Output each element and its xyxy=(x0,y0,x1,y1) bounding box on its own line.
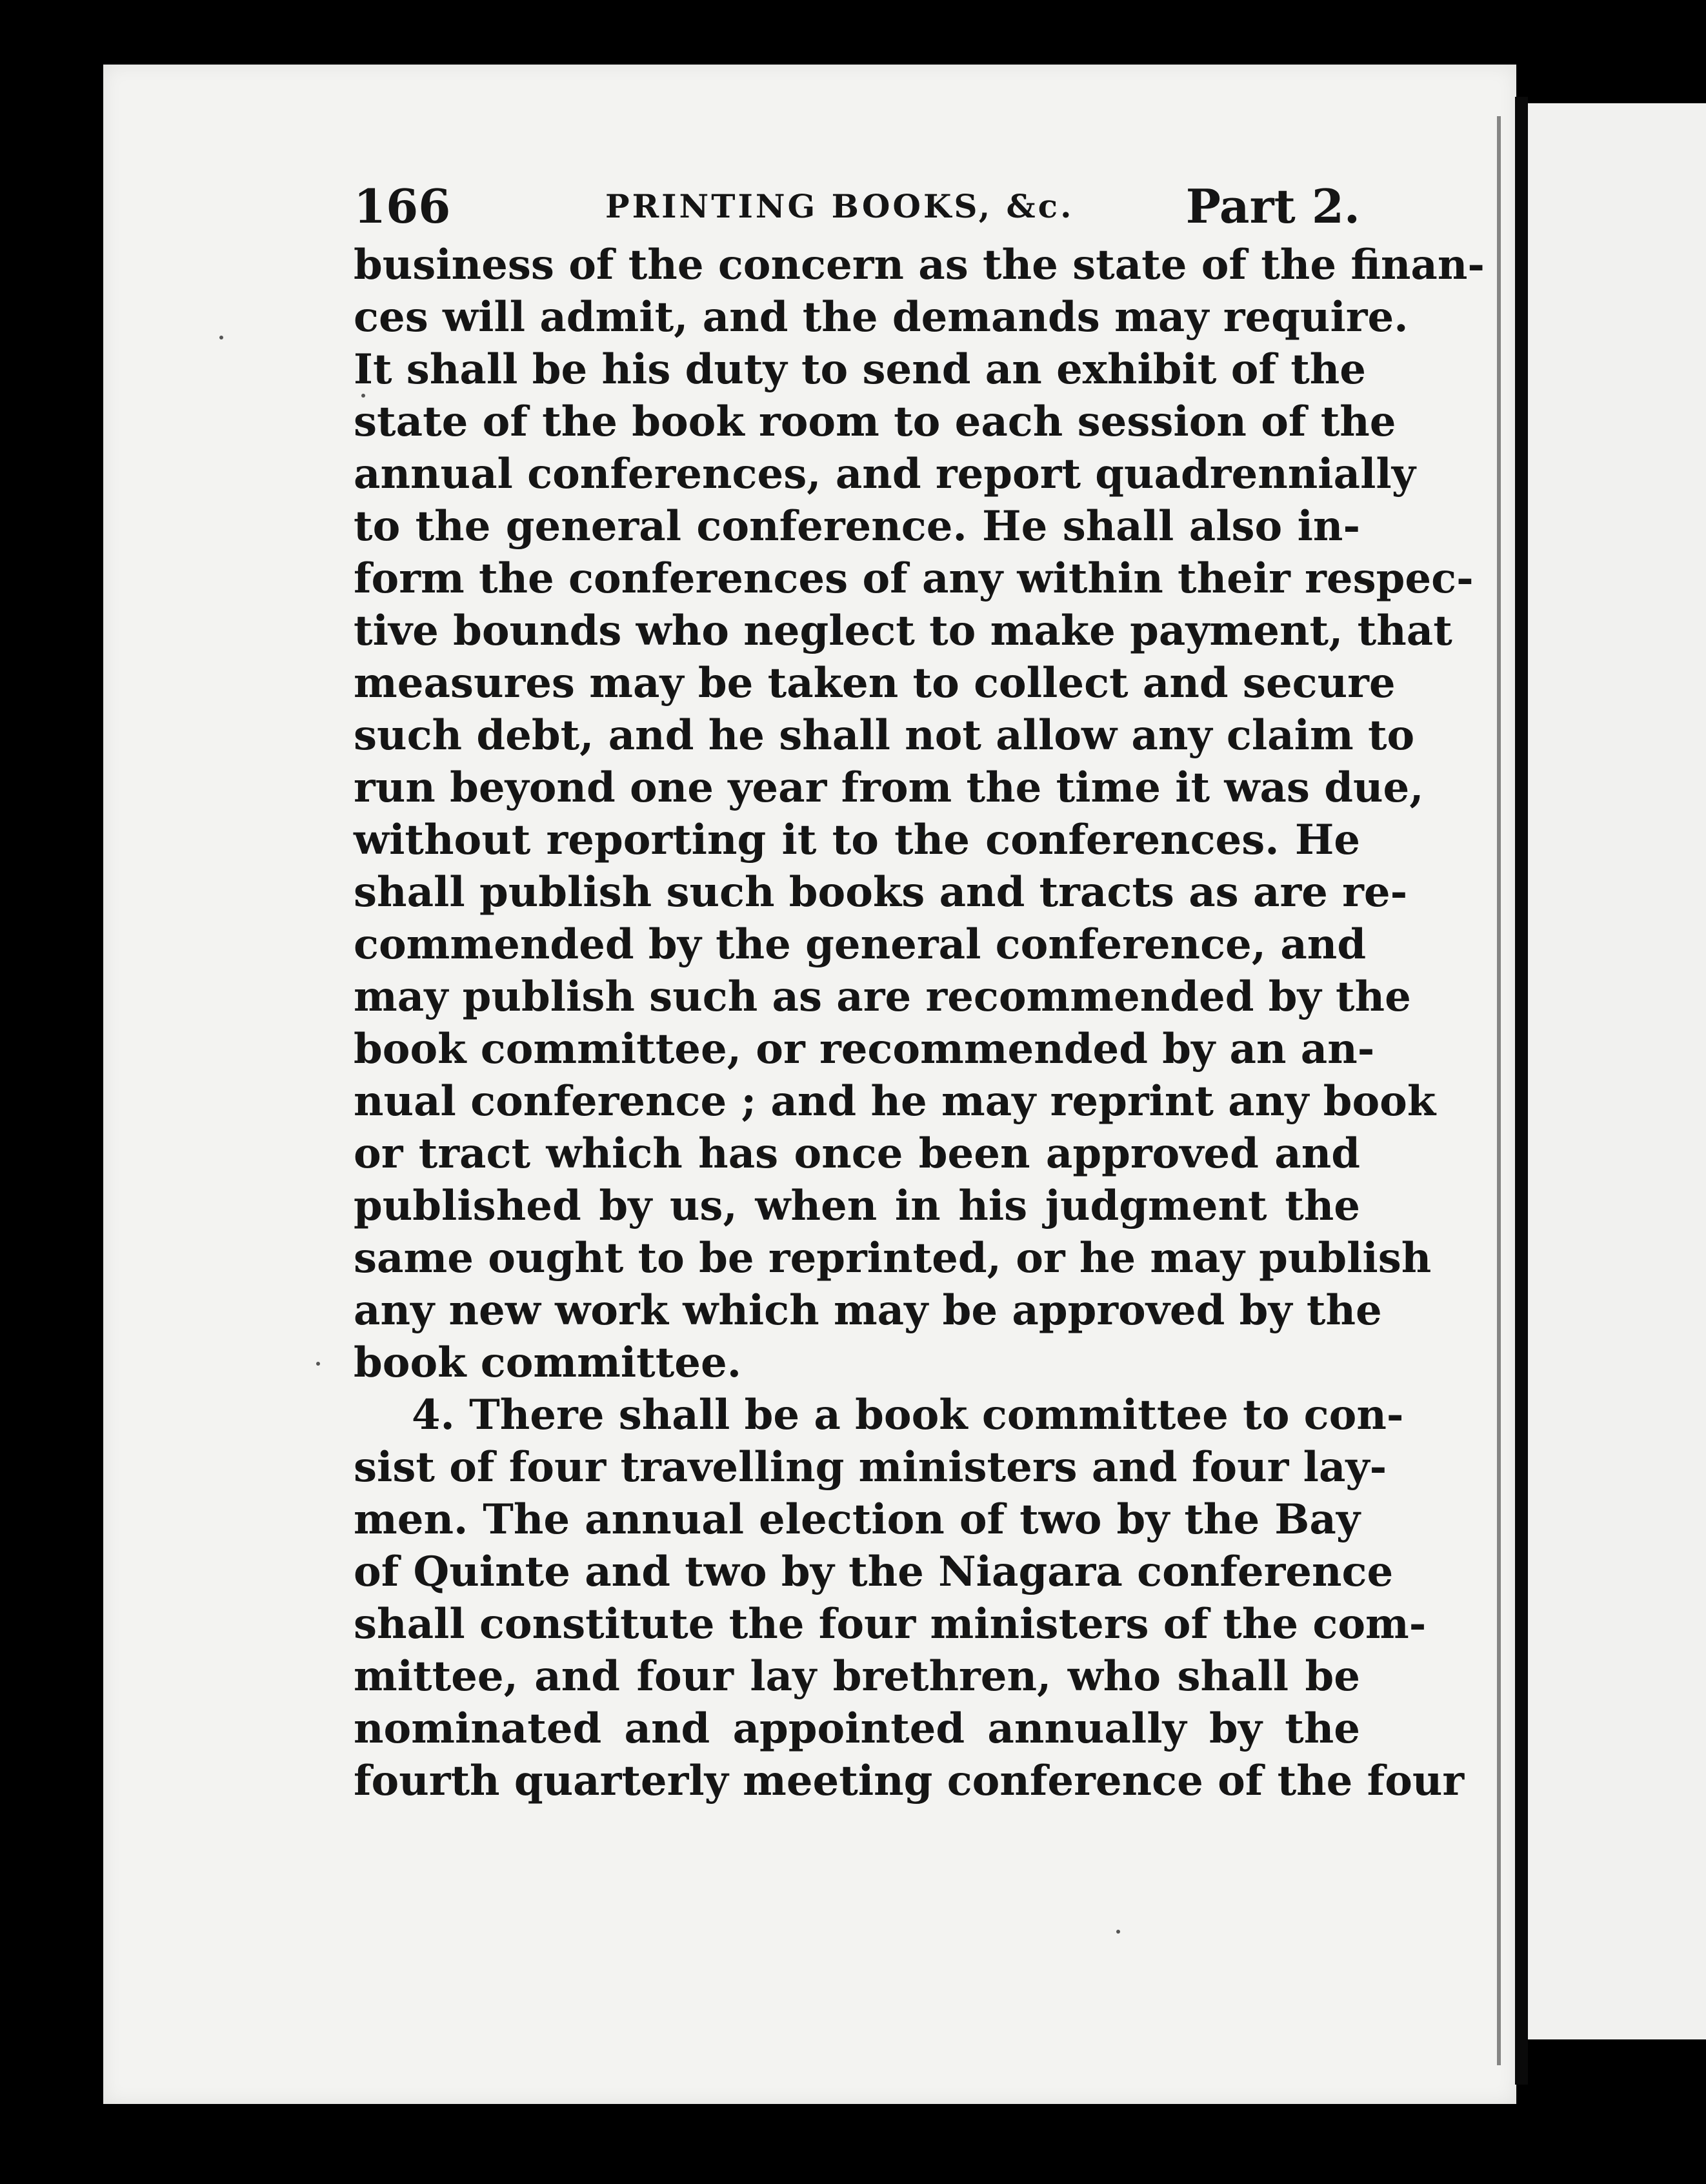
text-line: shall constitute the four ministers of the com- xyxy=(354,1600,1427,1648)
text-line: men. The annual election of two by the Bay xyxy=(354,1495,1360,1544)
text-line: form the conferences of any within their respec- xyxy=(354,554,1474,603)
text-line: published by us, when in his judgment the xyxy=(354,1182,1360,1230)
text-line: fourth quarterly meeting conference of the four xyxy=(354,1757,1465,1805)
text-line: sist of four travelling ministers and four lay- xyxy=(354,1443,1387,1491)
page-text-block xyxy=(354,174,1485,1807)
text-line: measures may be taken to collect and secure xyxy=(354,659,1396,707)
paper-speck xyxy=(316,1362,320,1366)
text-line: such debt, and he shall not allow any claim to xyxy=(354,711,1415,760)
text-line: It shall be his duty to send an exhibit of the xyxy=(354,345,1366,394)
text-line: of Quinte and two by the Niagara conference xyxy=(354,1548,1394,1596)
part-label: Part 2. xyxy=(1185,179,1360,234)
text-line: ces will admit, and the demands may require. xyxy=(354,293,1409,341)
text-line: without reporting it to the conferences. He xyxy=(354,816,1360,864)
right-page-fragment xyxy=(1528,103,1706,2039)
text-line: mittee, and four lay brethren, who shall be xyxy=(354,1652,1360,1701)
paper-speck xyxy=(219,336,223,339)
text-line: book committee, or recommended by an an- xyxy=(354,1025,1375,1073)
text-line: or tract which has once been approved and xyxy=(354,1129,1360,1178)
text-line: business of the concern as the state of the finan- xyxy=(354,241,1485,289)
text-line: nominated and appointed annually by the xyxy=(354,1704,1360,1753)
text-line: book committee. xyxy=(354,1339,741,1387)
text-line: state of the book room to each session of the xyxy=(354,398,1396,446)
text-line: to the general conference. He shall also in- xyxy=(354,502,1360,551)
text-line: tive bounds who neglect to make payment, that xyxy=(354,607,1452,655)
page-number: 166 xyxy=(354,179,451,234)
text-line: nual conference ; and he may reprint any book xyxy=(354,1077,1436,1126)
paper-speck xyxy=(1116,1930,1120,1934)
text-line: may publish such as are recommended by the xyxy=(354,973,1411,1021)
page-gutter-shadow xyxy=(1497,116,1501,2065)
text-line: run beyond one year from the time it was due, xyxy=(354,763,1424,812)
running-head xyxy=(354,174,1360,239)
text-line: any new work which may be approved by the xyxy=(354,1286,1382,1335)
page-edge-divider xyxy=(1515,97,1528,2085)
body-text xyxy=(354,239,1485,1807)
text-line: annual conferences, and report quadrennially xyxy=(354,450,1416,498)
text-line: 4. There shall be a book committee to con- xyxy=(412,1391,1404,1439)
text-line: same ought to be reprinted, or he may publish xyxy=(354,1234,1432,1282)
running-title: PRINTING BOOKS, &c. xyxy=(605,187,1074,225)
text-line: shall publish such books and tracts as are re- xyxy=(354,868,1408,916)
text-line: commended by the general conference, and xyxy=(354,920,1367,969)
